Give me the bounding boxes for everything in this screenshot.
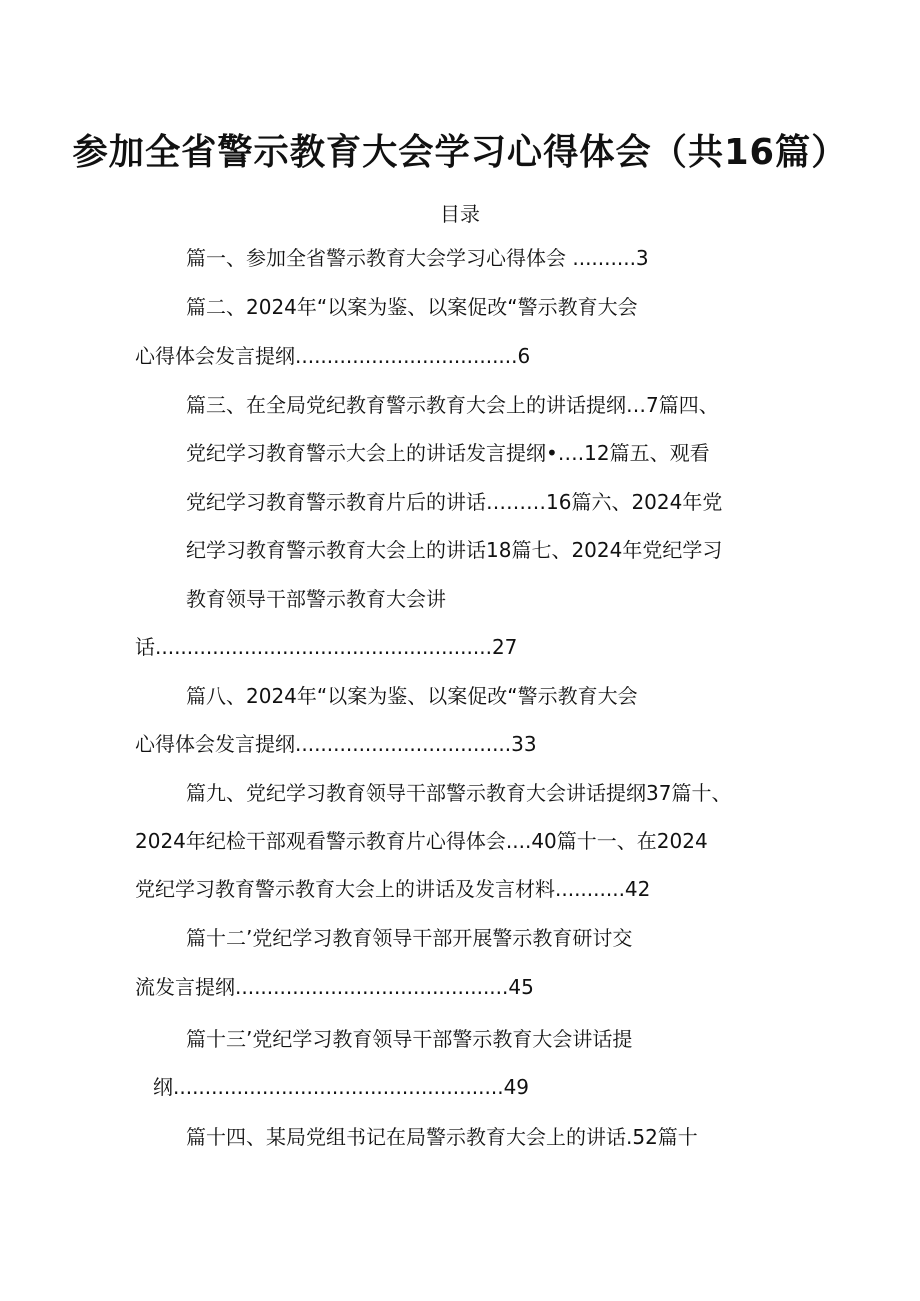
document-title: 参加全省警示教育大会学习心得体会（共16篇） — [72, 132, 848, 173]
toc-line: 篇一、参加全省警示教育大会学习心得体会 ..........3 — [186, 246, 649, 270]
toc-heading: 目录 — [440, 202, 480, 226]
toc-line: 党纪学习教育警示大会上的讲话发言提纲•….12篇五、观看 — [186, 441, 710, 465]
toc-line: 纪学习教育警示教育大会上的讲话18篇七、2024年党纪学习 — [186, 538, 723, 562]
toc-line: 篇八、2024年“以案为鉴、以案促改“警示教育大会 — [186, 684, 638, 708]
toc-line: 教育领导干部警示教育大会讲 — [186, 587, 446, 611]
toc-line: 心得体会发言提纲...................................6 — [135, 344, 531, 368]
toc-line: 纲....................................................49 — [153, 1075, 530, 1099]
toc-line: 心得体会发言提纲..................................33 — [135, 732, 537, 756]
toc-line: 党纪学习教育警示教育片后的讲话………16篇六、2024年党 — [186, 490, 723, 514]
toc-line: 篇九、党纪学习教育领导干部警示教育大会讲话提纲37篇十、 — [186, 781, 732, 805]
toc-line: 2024年纪检干部观看警示教育片心得体会....40篇十一、在2024 — [135, 829, 708, 853]
toc-line: 话.....................................................27 — [135, 635, 518, 659]
toc-line: 党纪学习教育警示教育大会上的讲话及发言材料...........42 — [135, 877, 651, 901]
toc-line: 篇十四、某局党组书记在局警示教育大会上的讲话.52篇十 — [186, 1125, 698, 1149]
toc-line: 篇三、在全局党纪教育警示教育大会上的讲话提纲…7篇四、 — [186, 393, 719, 417]
toc-line: 篇十二’党纪学习教育领导干部开展警示教育研讨交 — [186, 926, 633, 950]
toc-line: 篇二、2024年“以案为鉴、以案促改“警示教育大会 — [186, 295, 638, 319]
toc-line: 篇十三’党纪学习教育领导干部警示教育大会讲话提 — [186, 1027, 633, 1051]
toc-line: 流发言提纲...........................................45 — [135, 975, 534, 999]
